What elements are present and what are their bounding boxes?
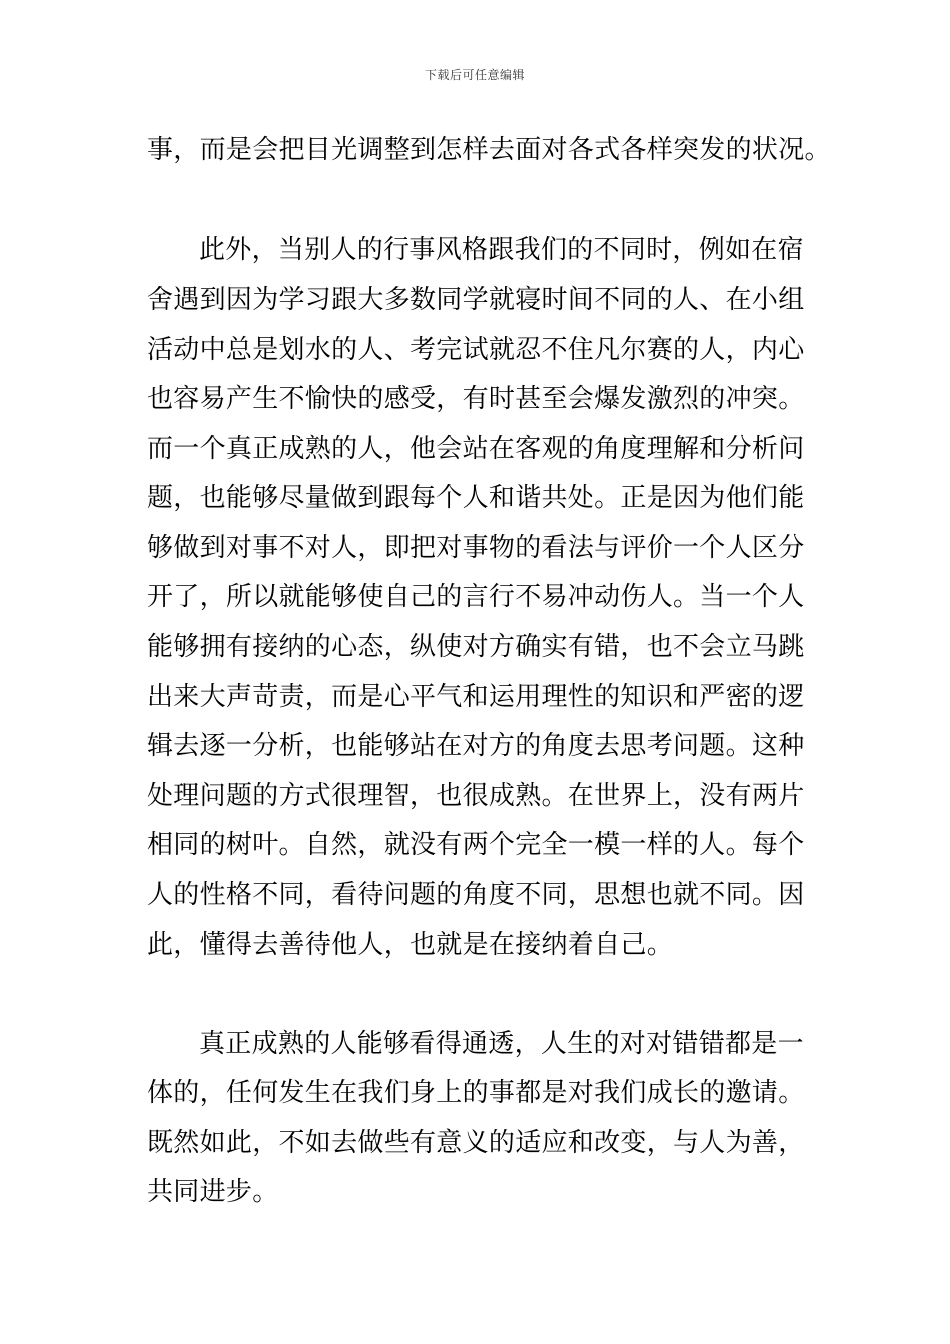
paragraph-line: 舍遇到因为学习跟大多数同学就寝时间不同的人、在小组 [147, 285, 805, 315]
paragraph-line: 事，而是会把目光调整到怎样去面对各式各样突发的状况。 [147, 135, 831, 165]
paragraph-line: 此外，当别人的行事风格跟我们的不同时，例如在宿 [199, 235, 804, 265]
paragraph-line: 真正成熟的人能够看得通透，人生的对对错错都是一 [199, 1029, 804, 1059]
paragraph-line: 活动中总是划水的人、考完试就忍不住凡尔赛的人，内心 [147, 335, 805, 365]
paragraph-line: 此，懂得去善待他人，也就是在接纳着自己。 [147, 930, 674, 960]
paragraph-line: 题，也能够尽量做到跟每个人和谐共处。正是因为他们能 [147, 483, 805, 513]
paragraph-line: 共同进步。 [147, 1177, 279, 1207]
paragraph-line: 相同的树叶。自然，就没有两个完全一模一样的人。每个 [147, 830, 805, 860]
page-header: 下载后可任意编辑 [424, 68, 525, 82]
paragraph-line: 开了，所以就能够使自己的言行不易冲动伤人。当一个人 [147, 582, 805, 612]
paragraph-line: 出来大声苛责，而是心平气和运用理性的知识和严密的逻 [147, 682, 805, 712]
paragraph-line: 辑去逐一分析，也能够站在对方的角度去思考问题。这种 [147, 731, 805, 761]
paragraph-line: 处理问题的方式很理智，也很成熟。在世界上，没有两片 [147, 781, 805, 811]
paragraph-line: 既然如此，不如去做些有意义的适应和改变，与人为善， [147, 1128, 805, 1158]
paragraph-line: 人的性格不同，看待问题的角度不同，思想也就不同。因 [147, 880, 805, 910]
paragraph-line: 够做到对事不对人，即把对事物的看法与评价一个人区分 [147, 533, 805, 563]
paragraph-line: 能够拥有接纳的心态，纵使对方确实有错，也不会立马跳 [147, 632, 805, 662]
paragraph-line: 而一个真正成熟的人，他会站在客观的角度理解和分析问 [147, 434, 805, 464]
paragraph-line: 体的，任何发生在我们身上的事都是对我们成长的邀请。 [147, 1078, 805, 1108]
paragraph-line: 也容易产生不愉快的感受，有时甚至会爆发激烈的冲突。 [147, 384, 805, 414]
